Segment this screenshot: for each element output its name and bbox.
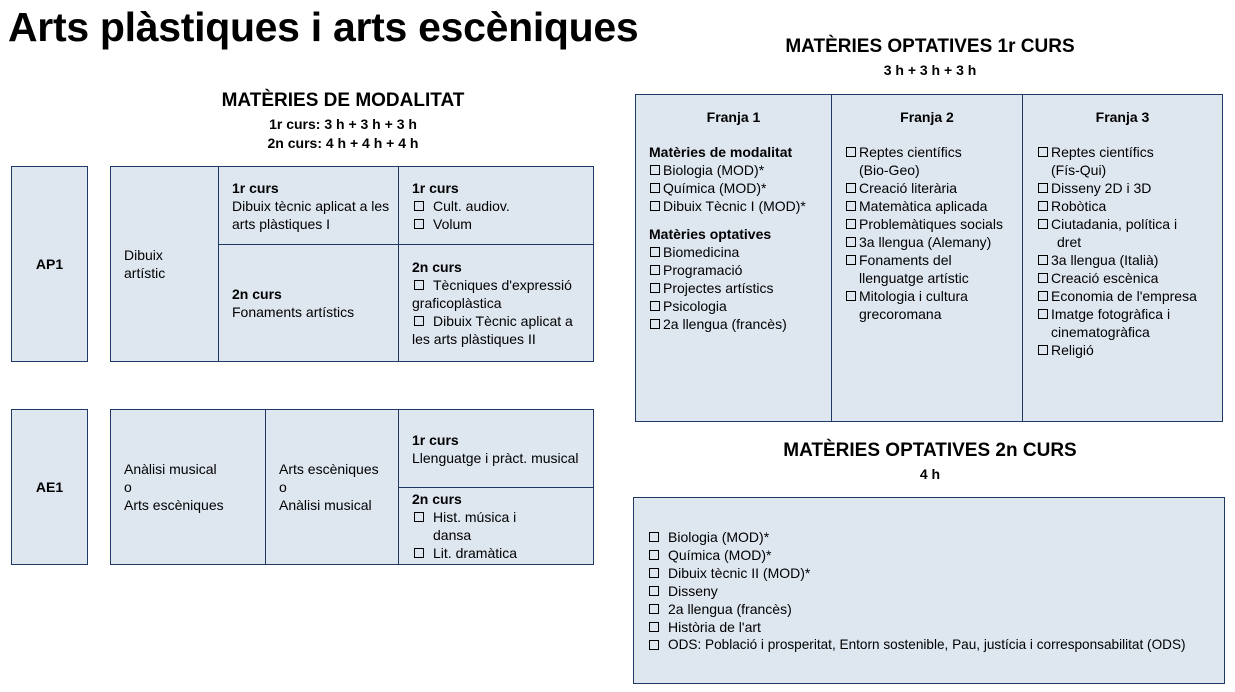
option-line: Ciutadania, política i	[1037, 215, 1222, 233]
ap1-label: AP1	[35, 256, 64, 272]
ae1-col1-line: Arts escèniques	[124, 497, 224, 513]
ap1-1r-options-cell	[398, 166, 594, 245]
option-disseny-2d-3d[interactable]: Disseny 2D i 3D	[1037, 179, 1222, 197]
ae1-1r-title: 1r curs	[412, 431, 459, 448]
ap1-2n-common-cell	[218, 244, 399, 362]
option-biomedicina[interactable]: Biomedicina	[649, 243, 831, 261]
modalitat-heading: MATÈRIES DE MODALITAT	[221, 90, 465, 111]
ae1-col2-line: Arts escèniques	[279, 461, 379, 477]
option-mitologia-cultura[interactable]	[845, 287, 1022, 323]
option-2n-historia-art[interactable]: Història de l'art	[647, 618, 1224, 636]
option-reptes-fis-qui[interactable]	[1037, 143, 1222, 179]
ap1-2n-line: Fonaments artístics	[232, 304, 355, 320]
option-line-cont: grecoromana	[859, 306, 942, 322]
ap1-1r-line: arts plàstiques I	[232, 215, 331, 232]
ae1-col1-cell	[110, 409, 266, 565]
ap1-2n-options-cell	[398, 244, 594, 362]
ap1-subject-line: artístic	[124, 265, 166, 281]
option-psicologia[interactable]: Psicologia	[649, 297, 831, 315]
ap1-1r-title: 1r curs	[232, 179, 279, 196]
optatives-2n-box	[633, 497, 1225, 684]
ae1-label-box	[11, 409, 88, 565]
option-creacio-literaria[interactable]: Creació literària	[845, 179, 1022, 197]
ae1-2n-cell	[398, 487, 594, 565]
option-economia-empresa[interactable]: Economia de l'empresa	[1037, 287, 1222, 305]
option-problematiques-socials[interactable]: Problemàtiques socials	[845, 215, 1022, 233]
option-dibuix-tecnic-aplicat[interactable]	[412, 312, 593, 348]
option-3a-llengua-alemany[interactable]: 3a llengua (Alemany)	[845, 233, 1022, 251]
option-2n-ods[interactable]: ODS: Població i prosperitat, Entorn sostenible, Pau, justícia i corresponsabilitat (ODS)	[647, 636, 1224, 654]
option-2n-2a-llengua-frances[interactable]: 2a llengua (francès)	[647, 600, 1224, 618]
option-line: Mitologia i cultura	[845, 287, 1022, 305]
ae1-col2-line: Anàlisi musical	[279, 497, 372, 513]
ae1-col2-cell	[265, 409, 399, 565]
option-2n-biologia-mod[interactable]: Biologia (MOD)*	[647, 528, 1224, 546]
option-robotica[interactable]: Robòtica	[1037, 197, 1222, 215]
optatives-1r-heading: MATÈRIES OPTATIVES 1r CURS	[785, 36, 1075, 57]
ap1-1r-line: Dibuix tècnic aplicat a les	[232, 197, 390, 214]
franja-1-column	[635, 94, 832, 422]
option-matematica-aplicada[interactable]: Matemàtica aplicada	[845, 197, 1022, 215]
option-volum[interactable]: Volum	[412, 215, 593, 233]
franja-1-title: Franja 1	[706, 109, 761, 125]
modalitat-hours-1r: 1r curs: 3 h + 3 h + 3 h	[269, 116, 417, 132]
option-quimica-mod[interactable]: Química (MOD)*	[649, 179, 831, 197]
option-line: Hist. música i	[412, 508, 593, 526]
ae1-label: AE1	[35, 479, 64, 495]
option-programacio[interactable]: Programació	[649, 261, 831, 279]
option-hist-musica-dansa[interactable]	[412, 508, 593, 544]
franja-3-column	[1022, 94, 1223, 422]
option-2n-disseny[interactable]: Disseny	[647, 582, 1224, 600]
ap1-1r-options-title: 1r curs	[412, 179, 459, 196]
optatives-2n-heading: MATÈRIES OPTATIVES 2n CURS	[783, 440, 1077, 461]
ae1-1r-line: Llenguatge i pràct. musical	[412, 449, 579, 466]
option-fonaments-llenguatge[interactable]	[845, 251, 1022, 287]
optatives-2n-hours: 4 h	[919, 466, 941, 482]
ap1-subject-cell	[110, 166, 219, 362]
option-line: Reptes científics	[845, 143, 1022, 161]
option-line: Fonaments del	[845, 251, 1022, 269]
option-line: Dibuix Tècnic aplicat a	[412, 312, 593, 330]
option-line-cont: graficoplàstica	[412, 295, 502, 311]
option-ciutadania-politica[interactable]	[1037, 215, 1222, 251]
ae1-2n-title: 2n curs	[412, 491, 462, 507]
option-lit-dramatica[interactable]: Lit. dramàtica	[412, 544, 593, 562]
ap1-2n-options-title: 2n curs	[412, 259, 462, 275]
option-reptes-bio-geo[interactable]	[845, 143, 1022, 179]
option-cult-audiov[interactable]: Cult. audiov.	[412, 197, 593, 215]
option-line-cont: llenguatge artístic	[859, 270, 969, 286]
option-line-cont: (Bio-Geo)	[859, 162, 920, 178]
option-creacio-escenica[interactable]: Creació escènica	[1037, 269, 1222, 287]
ae1-col1-line: o	[124, 479, 132, 495]
franja-3-title: Franja 3	[1095, 109, 1150, 125]
franja-1-group-modalitat-title: Matèries de modalitat	[649, 144, 793, 160]
option-2n-dibuix-tecnic-ii-mod[interactable]: Dibuix tècnic II (MOD)*	[647, 564, 1224, 582]
option-line-cont: cinematogràfica	[1051, 324, 1150, 340]
page-title: Arts plàstiques i arts escèniques	[8, 4, 639, 50]
franja-2-title: Franja 2	[900, 109, 954, 125]
option-3a-llengua-italia[interactable]: 3a llengua (Italià)	[1037, 251, 1222, 269]
ap1-2n-title: 2n curs	[232, 286, 282, 302]
optatives-1r-hours: 3 h + 3 h + 3 h	[883, 62, 977, 78]
option-religio[interactable]: Religió	[1037, 341, 1222, 359]
option-2a-llengua-frances[interactable]: 2a llengua (francès)	[649, 315, 831, 333]
ae1-1r-cell	[398, 409, 594, 488]
ap1-1r-common-cell	[218, 166, 399, 245]
ap1-label-box	[11, 166, 88, 362]
ae1-col2-line: o	[279, 479, 287, 495]
option-line: Tècniques d'expressió	[412, 276, 593, 294]
option-line: Reptes científics	[1037, 143, 1222, 161]
option-line-cont: dansa	[433, 527, 472, 543]
option-projectes-artistics[interactable]: Projectes artístics	[649, 279, 831, 297]
option-line: Imatge fotogràfica i	[1037, 305, 1222, 323]
option-imatge-fotografica[interactable]	[1037, 305, 1222, 341]
option-line-cont: (Fís-Qui)	[1051, 162, 1107, 178]
franja-2-column	[831, 94, 1023, 422]
modalitat-hours-2n: 2n curs: 4 h + 4 h + 4 h	[267, 135, 419, 151]
option-dibuix-tecnic-i-mod[interactable]: Dibuix Tècnic I (MOD)*	[649, 197, 831, 215]
option-tecniques-expressio[interactable]	[412, 276, 593, 312]
franja-1-group-optatives-title: Matèries optatives	[649, 226, 772, 242]
option-2n-quimica-mod[interactable]: Química (MOD)*	[647, 546, 1224, 564]
ap1-subject-line: Dibuix	[124, 247, 163, 263]
ae1-col1-line: Anàlisi musical	[124, 461, 217, 477]
option-line-cont: les arts plàstiques II	[412, 331, 536, 347]
option-line-cont: dret	[1057, 234, 1082, 250]
option-biologia-mod[interactable]: Biologia (MOD)*	[649, 161, 831, 179]
